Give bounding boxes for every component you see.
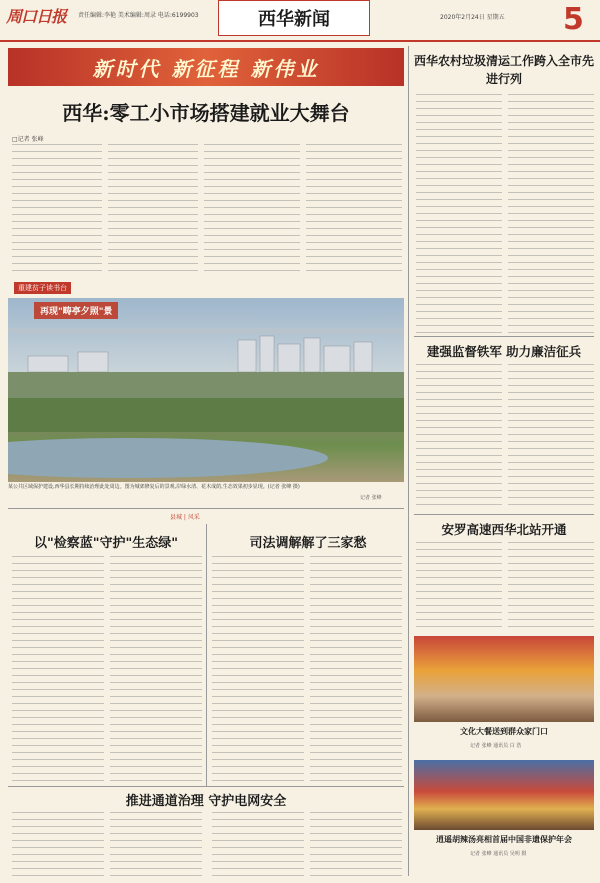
photo-tag: 再现"畴亭夕照"景 [34, 302, 118, 319]
mediation-article-col-1 [212, 556, 304, 784]
mid-divider [8, 508, 404, 509]
soup-event-photo [414, 760, 594, 830]
photo-caption: 某公共区域保护建设,西华县长期持续治理此处周边。图为城郊修复后的景观,岸绿水清、花木成荫,生态效果初步显现。(记者 张峰 摄) [8, 484, 300, 490]
power-grid-headline[interactable]: 推进通道治理 守护电网安全 [125, 794, 287, 809]
column-divider [408, 46, 409, 876]
mediation-article-col-2 [310, 556, 402, 784]
culture-event-caption: 文化大餐送到群众家门口 [460, 727, 548, 736]
right-divider-2 [414, 514, 594, 515]
photo-section-label: 重建贫子读书台 [14, 282, 71, 294]
procuratorate-headline[interactable]: 以"检察蓝"守护"生态绿" [33, 536, 179, 551]
supervision-headline[interactable]: 建强监督铁军 助力廉洁征兵 [426, 344, 582, 359]
mediation-headline[interactable]: 司法调解解了三家愁 [249, 536, 367, 551]
expressway-article-col-2 [508, 542, 594, 628]
garbage-article-col-2 [508, 94, 594, 334]
procuratorate-article-col-2 [110, 556, 202, 784]
power-grid-article-col-1 [12, 812, 104, 878]
garbage-cleanup-headline[interactable]: 西华农村垃圾清运工作跨入全市先进行列 [414, 54, 595, 86]
garbage-article-col-1 [416, 94, 502, 334]
soup-event-caption: 逍遥胡辣汤亮相首届中国非遗保护年会 [436, 835, 572, 844]
supervision-article-col-2 [508, 364, 594, 510]
slogan-banner: 新时代 新征程 新伟业 [8, 48, 404, 86]
newspaper-logo: 周口日报 [6, 7, 67, 26]
right-divider-1 [414, 336, 594, 337]
main-article-credit: 记者 张峰 [360, 495, 382, 501]
photo-scene [8, 298, 404, 482]
supervision-article-col-1 [416, 364, 502, 510]
procuratorate-article-col-1 [12, 556, 104, 784]
main-article-col-4 [306, 144, 402, 276]
culture-event-credit: 记者 张峰 通讯员 白 浩 [470, 743, 522, 749]
lakeside-photo [8, 298, 404, 482]
page-number: 5 [563, 2, 584, 37]
expressway-article-col-1 [416, 542, 502, 628]
main-article-col-3 [204, 144, 300, 276]
expressway-headline[interactable]: 安罗高速西华北站开通 [441, 522, 567, 537]
mid-column-divider [206, 524, 207, 786]
main-headline[interactable]: 西华:零工小市场搭建就业大舞台 [62, 100, 350, 125]
issue-date: 2020年2月24日 星期五 [440, 14, 505, 21]
main-article-col-1 [12, 144, 102, 276]
main-article-col-2 [108, 144, 198, 276]
culture-event-photo [414, 636, 594, 722]
section-title: 西华新闻 [218, 0, 370, 36]
mid-section-tag: 县城 | 风采 [170, 514, 200, 521]
power-grid-article-col-4 [310, 812, 402, 878]
bottom-divider [8, 786, 404, 787]
editor-info: 责任编辑:李艳 美术编辑:周录 电话:6199903 [78, 12, 199, 19]
main-byline: □记者 张峰 [12, 136, 44, 143]
soup-event-credit: 记者 张峰 通讯员 吴明 摄 [470, 851, 527, 857]
power-grid-article-col-2 [110, 812, 202, 878]
power-grid-article-col-3 [212, 812, 304, 878]
